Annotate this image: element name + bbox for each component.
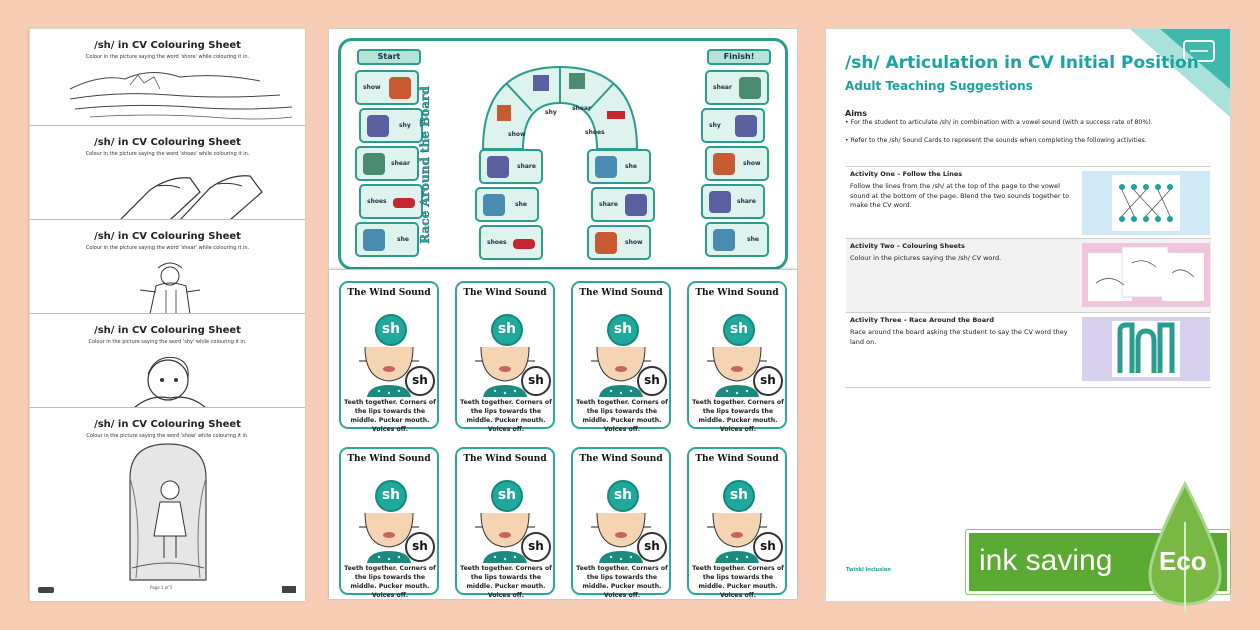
aim-item: • Refer to the /sh/ Sound Cards to represent the sounds when completing the following activities. bbox=[845, 137, 1147, 144]
sheet-instruction: Colour in the picture saying the word 'shoes' while colouring it in. bbox=[85, 151, 250, 157]
sound-card bbox=[687, 281, 787, 433]
board-arch bbox=[469, 61, 651, 151]
sheet-title: /sh/ in CV Colouring Sheet bbox=[94, 231, 241, 242]
card-title: The Wind Sound bbox=[347, 454, 431, 464]
inclusion-logo-icon bbox=[282, 586, 296, 593]
sheet-instruction: Colour in the picture saying the word 'shore' while colouring it in. bbox=[85, 54, 250, 60]
aims-heading: Aims bbox=[845, 109, 868, 118]
board-square: share bbox=[701, 184, 765, 219]
colouring-sheet-shoes bbox=[30, 125, 305, 219]
activity-title: Activity One – Follow the Lines bbox=[850, 170, 963, 178]
board-square: shoes bbox=[359, 184, 423, 219]
card-title: The Wind Sound bbox=[347, 288, 431, 298]
page-number: Page 1 of 5 bbox=[150, 585, 173, 590]
twinkl-logo-icon bbox=[38, 587, 54, 593]
twinkl-inclusion-logo: Twinkl Inclusion bbox=[846, 567, 891, 573]
shear-illustration bbox=[30, 220, 305, 314]
card-description: Teeth together. Corners of the lips towards the middle. Pucker mouth. Voices off. bbox=[460, 399, 552, 433]
page-title: /sh/ Articulation in CV Initial Position bbox=[845, 53, 1199, 73]
speech-bubble-symbol: sh bbox=[637, 366, 667, 396]
sheet-instruction: Colour in the picture saying the word 'shy' while colouring it in. bbox=[88, 339, 247, 345]
colouring-sheet-show bbox=[30, 407, 305, 601]
sheet-title: /sh/ in CV Colouring Sheet bbox=[94, 40, 241, 51]
activity-one-thumbnail bbox=[1082, 171, 1210, 235]
card-description: Teeth together. Corners of the lips towards the middle. Pucker mouth. Voices off. bbox=[344, 565, 436, 599]
colouring-sheet-shy bbox=[30, 313, 305, 407]
speech-bubble-symbol: sh bbox=[521, 532, 551, 562]
board-square: show bbox=[355, 70, 419, 105]
card-description: Teeth together. Corners of the lips towards the middle. Pucker mouth. Voices off. bbox=[576, 565, 668, 599]
sound-symbol: sh bbox=[375, 314, 407, 346]
card-title: The Wind Sound bbox=[463, 454, 547, 464]
shy-child-illustration bbox=[30, 314, 305, 408]
speech-bubble-symbol: sh bbox=[521, 366, 551, 396]
activity-three-thumbnail bbox=[1082, 317, 1210, 381]
sound-card bbox=[571, 447, 671, 599]
activity-title: Activity Three – Race Around the Board bbox=[850, 316, 995, 324]
shoes-illustration bbox=[30, 126, 305, 220]
arch-word: shy bbox=[545, 109, 557, 116]
card-title: The Wind Sound bbox=[579, 288, 663, 298]
sound-card bbox=[455, 447, 555, 599]
card-description: Teeth together. Corners of the lips towards the middle. Pucker mouth. Voices off. bbox=[692, 399, 784, 433]
shore-illustration bbox=[30, 29, 305, 125]
sound-card bbox=[339, 447, 439, 599]
sheet-footer bbox=[38, 585, 296, 595]
eco-label: Eco bbox=[1159, 546, 1207, 576]
arch-word: shear bbox=[572, 105, 591, 112]
colouring-sheets-preview bbox=[29, 28, 304, 600]
sound-symbol: sh bbox=[491, 480, 523, 512]
arch-word: shoes bbox=[585, 129, 605, 136]
board-square: she bbox=[355, 222, 419, 257]
speech-bubble-symbol: sh bbox=[637, 532, 667, 562]
speech-bubble-symbol: sh bbox=[405, 532, 435, 562]
ink-saving-label: ink saving bbox=[979, 544, 1113, 577]
activity-description: Follow the lines from the /sh/ at the top of the page to the vowel sound at the bottom of the page. Blend the two sounds together to make the CV word. bbox=[850, 182, 1070, 209]
race-board-preview bbox=[328, 28, 798, 600]
card-title: The Wind Sound bbox=[463, 288, 547, 298]
card-title: The Wind Sound bbox=[695, 454, 779, 464]
sound-symbol: sh bbox=[723, 480, 755, 512]
card-description: Teeth together. Corners of the lips towards the middle. Pucker mouth. Voices off. bbox=[692, 565, 784, 599]
board-square: she bbox=[475, 187, 539, 222]
sound-symbol: sh bbox=[375, 480, 407, 512]
board-square: share bbox=[591, 187, 655, 222]
sheet-instruction: Colour in the picture saying the word 'show' while colouring it in. bbox=[86, 433, 249, 439]
speech-bubble-symbol: sh bbox=[405, 366, 435, 396]
board-square: share bbox=[479, 149, 543, 184]
board-square: she bbox=[705, 222, 769, 257]
board-square: shy bbox=[359, 108, 423, 143]
arch-word: show bbox=[508, 131, 526, 138]
speech-bubble-symbol: sh bbox=[753, 532, 783, 562]
board-title: Race Around the Board bbox=[418, 86, 432, 244]
finish-label: Finish! bbox=[707, 49, 771, 65]
sound-card bbox=[571, 281, 671, 433]
activity-description: Colour in the pictures saying the /sh/ CV word. bbox=[850, 254, 1002, 262]
speech-bubble-symbol: sh bbox=[753, 366, 783, 396]
page-subtitle: Adult Teaching Suggestions bbox=[845, 79, 1033, 93]
aim-item: • For the student to articulate /sh/ in combination with a vowel sound (with a success rate of 80%). bbox=[845, 119, 1153, 126]
sound-symbol: sh bbox=[607, 314, 639, 346]
card-description: Teeth together. Corners of the lips towards the middle. Pucker mouth. Voices off. bbox=[576, 399, 668, 433]
activity-two-thumbnail bbox=[1082, 243, 1210, 307]
card-description: Teeth together. Corners of the lips towards the middle. Pucker mouth. Voices off. bbox=[460, 565, 552, 599]
sheet-title: /sh/ in CV Colouring Sheet bbox=[94, 137, 241, 148]
sound-symbol: sh bbox=[491, 314, 523, 346]
sound-symbol: sh bbox=[723, 314, 755, 346]
activity-row-three bbox=[846, 312, 1211, 388]
board-square: shy bbox=[701, 108, 765, 143]
board-square: show bbox=[705, 146, 769, 181]
start-label: Start bbox=[357, 49, 421, 65]
sheet-title: /sh/ in CV Colouring Sheet bbox=[94, 325, 241, 336]
colouring-sheet-shear bbox=[30, 219, 305, 313]
card-title: The Wind Sound bbox=[695, 288, 779, 298]
corner-decoration bbox=[1110, 29, 1230, 119]
sound-card bbox=[455, 281, 555, 433]
sound-card bbox=[339, 281, 439, 433]
board-square: shear bbox=[705, 70, 769, 105]
sound-card bbox=[687, 447, 787, 599]
sheet-instruction: Colour in the picture saying the word 'shear' while colouring it in. bbox=[85, 245, 250, 251]
board-square: show bbox=[587, 225, 651, 260]
sheet-title: /sh/ in CV Colouring Sheet bbox=[94, 419, 241, 430]
activity-row-two bbox=[846, 238, 1211, 312]
activity-row-one bbox=[846, 166, 1211, 238]
activity-description: Race around the board asking the student to say the CV word they land on. bbox=[850, 328, 1068, 346]
sound-symbol: sh bbox=[607, 480, 639, 512]
card-title: The Wind Sound bbox=[579, 454, 663, 464]
board-square: she bbox=[587, 149, 651, 184]
activity-title: Activity Two – Colouring Sheets bbox=[850, 242, 965, 250]
card-description: Teeth together. Corners of the lips towards the middle. Pucker mouth. Voices off. bbox=[344, 399, 436, 433]
show-stage-illustration bbox=[30, 408, 305, 602]
colouring-sheet-shore bbox=[30, 29, 305, 125]
board-square: shoes bbox=[479, 225, 543, 260]
board-square: shear bbox=[355, 146, 419, 181]
